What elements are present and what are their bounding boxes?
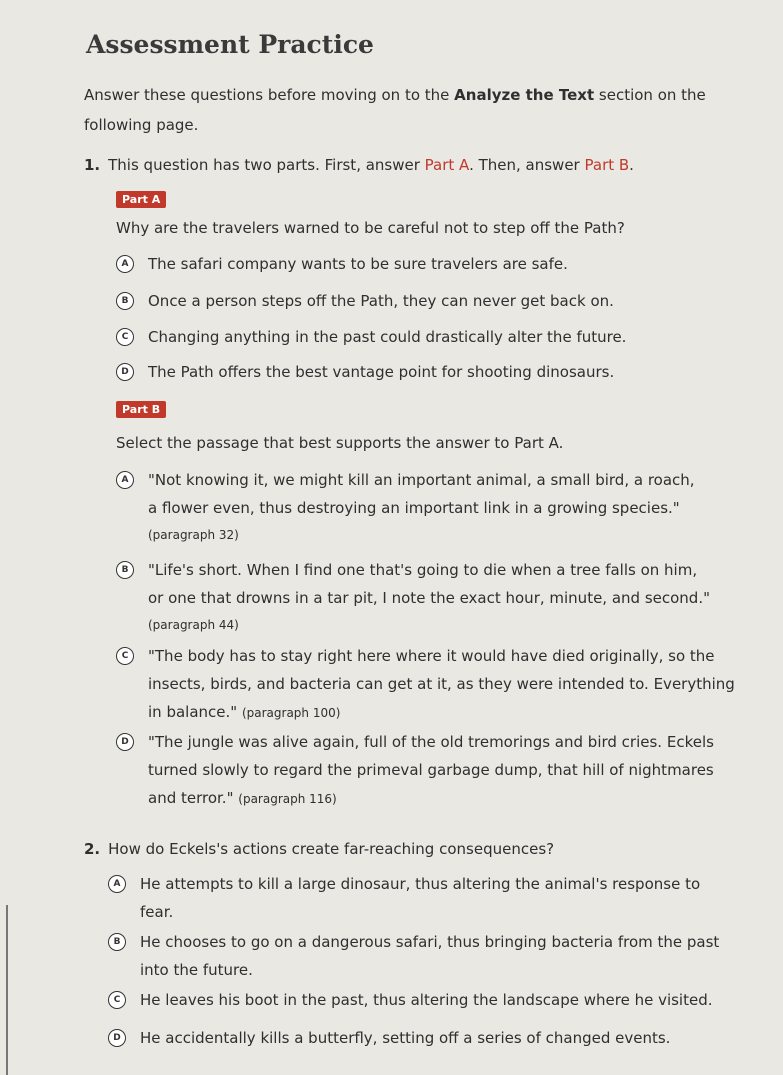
option-text-line1: "Not knowing it, we might kill an important animal, a small bird, a roach, [148, 471, 695, 489]
option-text: The safari company wants to be sure travelers are safe. [148, 255, 568, 273]
option-letter-badge: D [108, 1029, 126, 1047]
part-b-option-a[interactable] [116, 466, 736, 548]
question-number: 1. [84, 156, 101, 174]
paragraph-ref: (paragraph 100) [241, 706, 341, 720]
option-letter-badge: A [116, 471, 134, 489]
option-text-line2: turned slowly to regard the primeval garbage dump, that hill of nightmares [148, 761, 714, 779]
option-letter-badge: C [116, 647, 134, 665]
question-1 [84, 154, 634, 176]
part-a-option-d[interactable] [116, 358, 736, 386]
option-text-line1: "The jungle was alive again, full of the old tremorings and bird cries. Eckels [148, 733, 714, 751]
option-text: The Path offers the best vantage point for shooting dinosaurs. [148, 363, 615, 381]
part-b-option-d[interactable] [116, 728, 736, 813]
intro-bold: Analyze the Text [454, 86, 595, 104]
option-text-line2: into the future. [140, 961, 253, 979]
option-text-line3: and terror." [148, 789, 234, 807]
part-a-option-a[interactable] [116, 250, 736, 278]
option-letter-badge: B [108, 933, 126, 951]
option-text-line1: He chooses to go on a dangerous safari, thus bringing bacteria from the past [140, 933, 720, 951]
option-text-line2: a flower even, thus destroying an important link in a growing species." [148, 499, 680, 517]
option-letter-badge: C [108, 991, 126, 1009]
paragraph-ref: (paragraph 116) [238, 792, 337, 806]
question-text-mid: . Then, answer [469, 156, 585, 174]
part-b-label: Part B [116, 401, 166, 418]
part-b-option-b[interactable] [116, 556, 736, 638]
option-letter-badge: A [116, 255, 134, 273]
paragraph-ref: (paragraph 44) [148, 618, 239, 632]
part-a-option-c[interactable] [116, 323, 736, 351]
intro-text [84, 80, 744, 140]
option-text: Once a person steps off the Path, they can never get back on. [148, 292, 614, 310]
part-a-stem: Why are the travelers warned to be careful not to step off the Path? [116, 219, 625, 237]
option-letter-badge: B [116, 292, 134, 310]
option-letter-badge: A [108, 875, 126, 893]
option-letter-badge: B [116, 561, 134, 579]
q2-option-c[interactable] [108, 986, 728, 1014]
part-b-stem: Select the passage that best supports the answer to Part A. [116, 434, 564, 452]
page-edge-divider [6, 905, 8, 1075]
part-b-option-c[interactable] [116, 642, 736, 727]
q2-option-d[interactable] [108, 1024, 728, 1052]
option-text-line1: "The body has to stay right here where it would have died originally, so the [148, 647, 715, 665]
question-text-end: . [629, 156, 634, 174]
option-text-line2: insects, birds, and bacteria can get at it, as they were intended to. Everything [148, 675, 735, 693]
part-a-ref: Part A [424, 156, 470, 174]
option-text-line1: He accidentally kills a butterfly, setting off a series of changed events. [140, 1029, 671, 1047]
option-letter-badge: C [116, 328, 134, 346]
intro-post: section on the following page. [84, 86, 706, 134]
intro-pre: Answer these questions before moving on to the [84, 86, 455, 104]
part-a-label: Part A [116, 191, 166, 208]
option-text-line2: fear. [140, 903, 174, 921]
option-text-line3: in balance." [148, 703, 238, 721]
option-text-line2: or one that drowns in a tar pit, I note the exact hour, minute, and second." [148, 589, 710, 607]
option-text-line1: "Life's short. When I find one that's going to die when a tree falls on him, [148, 561, 698, 579]
question-text: How do Eckels's actions create far-reaching consequences? [108, 840, 555, 858]
part-a-option-b[interactable] [116, 287, 736, 315]
option-text: Changing anything in the past could drastically alter the future. [148, 328, 627, 346]
option-letter-badge: D [116, 363, 134, 381]
question-text: This question has two parts. First, answer [108, 156, 425, 174]
paragraph-ref: (paragraph 32) [148, 528, 239, 542]
option-text-line1: He leaves his boot in the past, thus altering the landscape where he visited. [140, 991, 713, 1009]
question-number: 2. [84, 840, 101, 858]
q2-option-a[interactable] [108, 870, 728, 926]
question-2 [84, 838, 554, 860]
page-title: Assessment Practice [86, 30, 374, 59]
option-letter-badge: D [116, 733, 134, 751]
q2-option-b[interactable] [108, 928, 728, 984]
part-b-ref: Part B [584, 156, 630, 174]
option-text-line1: He attempts to kill a large dinosaur, thus altering the animal's response to [140, 875, 701, 893]
